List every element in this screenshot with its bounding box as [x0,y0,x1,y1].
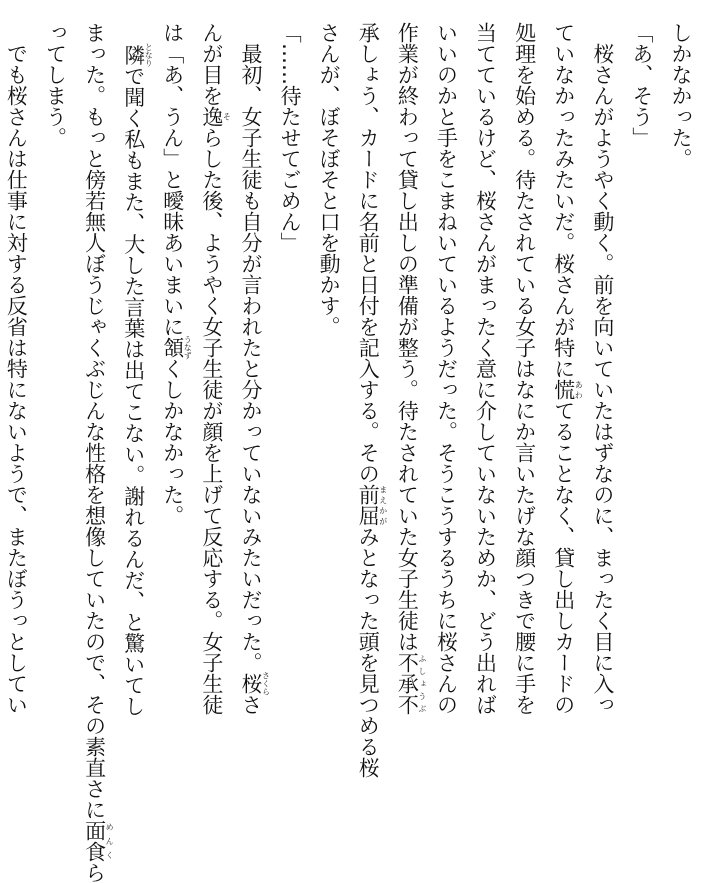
text-line: ってしまう。 [43,22,68,148]
text-line: 承しょう、カードに名前と日付を記入する。その前屈まえかがみとなった頭を見つめる桜 [356,22,388,778]
furigana-ruby: 慌あわ [551,379,584,400]
text-line: 「あ、そう」 [629,22,654,148]
text-line: んが目を逸そらした後、ようやく女子生徒が顔を上げて反応する。女子生徒 [199,22,232,715]
text-line: 当てているけど、桜さんがまったく意に介していないためか、どう出れば [473,22,498,715]
text-line: 桜さんがようやく動く。前を向いていたはずなのに、まったく目に入っ [590,43,615,715]
furigana-ruby: 不承不ふしょうぶ [395,652,427,715]
furigana-ruby: 頷うなず [160,335,193,360]
furigana-ruby: 面食めんく [82,820,115,862]
text-line: 最初、女子生徒も自分が言われたと分かっていないみたいだった。桜さくらさ [238,43,271,715]
novel-text [0,22,700,883]
text-line: 作業が終わって貸し出しの準備が整う。待たされていた女子生徒は不承不ふしょうぶ [395,22,427,715]
text-line: さんが、ぼそぼそと口を動かす。 [317,22,342,337]
text-line: まった。もっと傍若無人ぼうじゃくぶじんな性格を想像していたので、その素直さに面食めんくら [82,22,115,883]
text-line: 隣となりで聞く私もまた、大した言葉は出てこない。謝れるんだ、と驚いてし [121,43,154,717]
text-line: でも桜さんは仕事に対する反省は特にないようで、またぼうっとしてい [4,43,29,715]
furigana-ruby: 前屈まえかが [356,484,388,526]
furigana-ruby: 隣となり [121,43,154,67]
text-line: 処理を始める。待たされている女子はなにか言いたげな顔つきで腰に手を [512,22,537,715]
furigana-ruby: 桜さくら [238,671,271,696]
text-line: いいのかと手をこまねいているようだった。そうこうするうちに桜さんの [434,22,459,715]
text-line: 「……待たせてごめん」 [278,22,303,253]
furigana-ruby: 逸そ [199,106,232,127]
text-line: は「あ、うん」と曖昧あいまいに頷うなずくしかなかった。 [160,22,193,526]
text-line: ていなかったみたいだ。桜さんが特に慌あわてることなく、貸し出しカードの [551,22,584,715]
text-line: しかなかった。 [669,22,693,169]
